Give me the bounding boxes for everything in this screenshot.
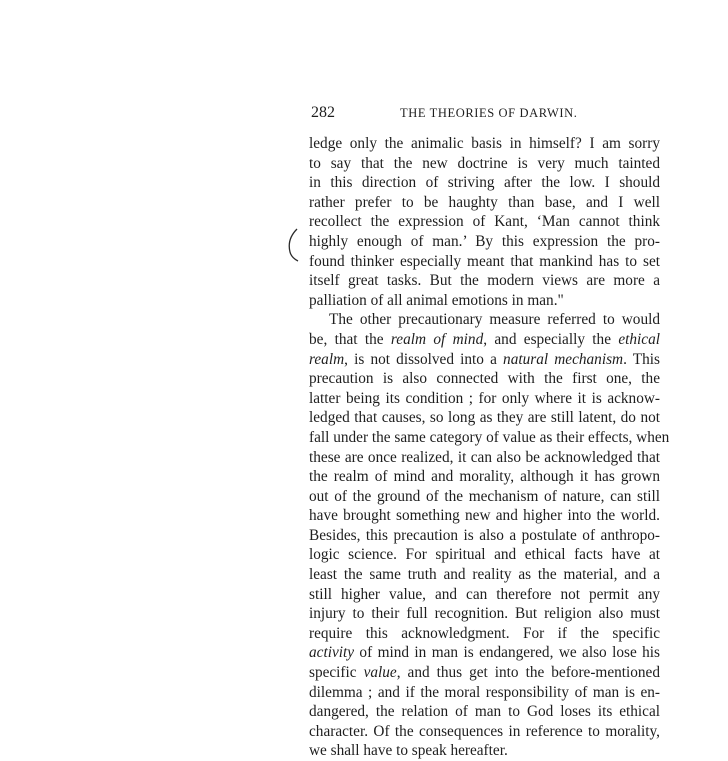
text-line — [309, 702, 660, 722]
text-segment: fall under the same category of value as their effects, when — [309, 428, 670, 446]
text-segment: , and especially the — [483, 330, 619, 348]
text-segment: injury to their full recognition. But religion also must — [309, 605, 660, 623]
text-line — [309, 683, 660, 703]
text-line — [309, 526, 660, 546]
italic-text: activity — [309, 644, 355, 662]
text-line — [309, 369, 660, 389]
text-line — [309, 487, 660, 507]
text-segment: precaution is also connected with the first one, the — [309, 370, 660, 388]
italic-text: ethical — [618, 330, 660, 348]
text-line — [309, 643, 660, 663]
text-segment: out of the ground of the mechanism of nature, can still — [309, 487, 660, 505]
text-segment: be, that the — [309, 330, 391, 348]
text-line — [309, 310, 660, 330]
body-text — [309, 134, 670, 761]
text-segment: we shall have to speak hereafter. — [309, 742, 508, 760]
italic-text: value — [363, 664, 397, 682]
text-line — [309, 722, 660, 742]
text-segment: latter being its condition ; for only where it is acknow- — [309, 389, 660, 407]
text-line — [309, 389, 660, 409]
text-segment: palliation of all animal emotions in man." — [309, 291, 564, 309]
running-head: THE THEORIES OF DARWIN. — [400, 106, 578, 120]
text-line — [309, 134, 660, 154]
text-line — [309, 741, 660, 761]
text-segment: . This — [623, 350, 660, 368]
text-segment: ledged that causes, so long as they are still latent, do not — [309, 409, 660, 427]
text-segment: in this direction of striving after the low. I should — [309, 174, 660, 192]
marginal-bracket-mark — [286, 228, 300, 262]
text-line — [309, 271, 660, 291]
text-segment: dilemma ; and if the moral responsibility of man is en- — [309, 683, 660, 701]
text-segment: rather prefer to be haughty than base, and I well — [309, 193, 660, 211]
text-segment: logic science. For spiritual and ethical facts have at — [309, 546, 660, 564]
text-line — [309, 330, 660, 350]
text-segment: least the same truth and reality as the material, and a — [309, 566, 660, 584]
text-line — [309, 448, 660, 468]
text-segment: recollect the expression of Kant, ‘Man cannot think — [309, 213, 660, 231]
text-line — [309, 408, 660, 428]
page-header — [311, 104, 661, 124]
text-segment: ledge only the animalic basis in himself? I am sorry — [309, 135, 660, 152]
text-segment: the realm of mind and morality, although it has grown — [309, 468, 660, 486]
text-segment: have brought something new and higher into the world. — [309, 507, 660, 525]
text-segment: of mind in man is endangered, we also lose his — [354, 644, 660, 662]
text-segment: these are once realized, it can also be acknowledged that — [309, 448, 660, 466]
italic-text: realm — [309, 350, 345, 368]
text-segment: found thinker especially meant that mankind has to set — [309, 252, 660, 270]
text-line — [309, 350, 660, 370]
text-line — [309, 154, 660, 174]
text-segment: itself great tasks. But the modern views are more a — [309, 272, 660, 290]
text-segment: character. Of the consequences in reference to morality, — [309, 722, 660, 740]
text-line — [309, 506, 660, 526]
text-line — [309, 624, 660, 644]
text-line — [309, 467, 660, 487]
text-segment: to say that the new doctrine is very much tainted — [309, 154, 660, 172]
text-segment: Besides, this precaution is also a postulate of anthropo- — [309, 526, 660, 544]
page-number: 282 — [311, 104, 335, 121]
text-line — [309, 173, 660, 193]
text-segment: , is not dissolved into a — [344, 350, 504, 368]
italic-text: natural mechanism — [503, 350, 624, 368]
text-line — [309, 604, 660, 624]
text-line — [309, 193, 660, 213]
text-line — [309, 663, 660, 683]
italic-text: realm of mind — [390, 330, 484, 348]
text-line — [309, 565, 660, 585]
text-line — [309, 212, 660, 232]
text-line — [309, 545, 660, 565]
text-segment: highly enough of man.’ By this expression the pro- — [309, 232, 660, 250]
text-segment: specific — [309, 664, 364, 682]
text-line — [309, 428, 670, 448]
text-line — [309, 232, 660, 252]
text-segment: still higher value, and can therefore not permit any — [309, 585, 660, 603]
text-line — [309, 585, 660, 605]
text-line — [309, 291, 660, 311]
text-line — [309, 252, 660, 272]
text-segment: , and thus get into the before-mentioned — [396, 664, 660, 682]
text-segment: require this acknowledgment. For if the specific — [309, 624, 660, 642]
text-segment: The other precautionary measure referred to would — [329, 311, 660, 329]
text-segment: dangered, the relation of man to God loses its ethical — [309, 703, 660, 721]
